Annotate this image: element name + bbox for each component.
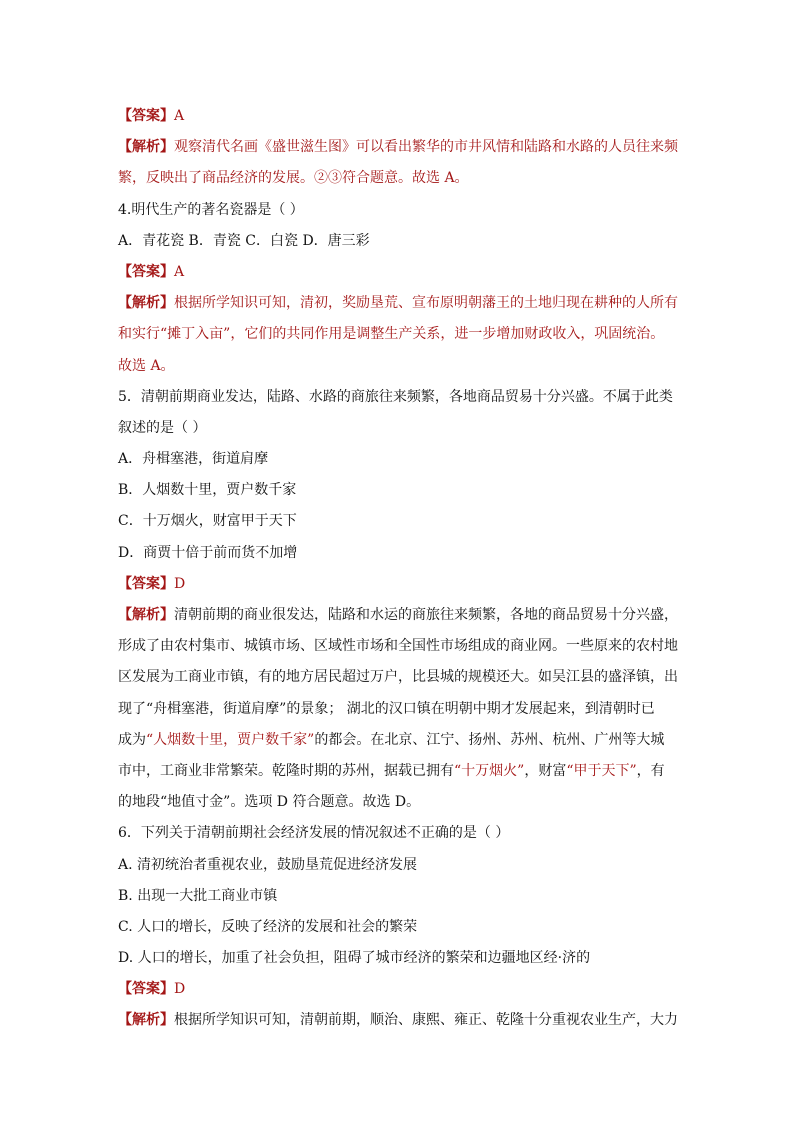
answer-tag: 【答案】: [118, 575, 174, 592]
analysis-text: 的都会。在北京、江宁、扬州、苏州、杭州、广州等大城: [314, 731, 665, 748]
q3-analysis-line: [118, 132, 688, 163]
q4-options: A．青花瓷 B．青瓷 C．白瓷 D．唐三彩: [118, 232, 370, 249]
quote-highlight: “十万烟火”: [454, 762, 525, 779]
q5-option-c: C．十万烟火，财富甲于天下: [118, 513, 297, 530]
q6-option-c: C. 人口的增长，反映了经济的发展和社会的繁荣: [118, 918, 418, 935]
q6-option-d: D. 人口的增长，加重了社会负担，阻碍了城市经济的繁荣和边疆地区经·济的: [118, 950, 591, 967]
q5-answer-line: [118, 569, 688, 600]
q5-analysis-line: 现了“舟楫塞港，街道肩摩”的景象； 湖北的汉口镇在明朝中期才发展起来，到清朝时已: [118, 700, 655, 717]
q5-option-d: D．商贾十倍于前而货不加增: [118, 544, 298, 561]
q5-analysis-line: 形成了由农村集市、城镇市场、区域性市场和全国性市场组成的商业网。一些原来的农村地: [118, 638, 678, 655]
answer-tag: 【答案】: [118, 108, 174, 124]
analysis-tag: 【解析】: [118, 295, 174, 312]
answer-value: A: [174, 263, 185, 280]
q4-analysis-line: [118, 288, 688, 319]
analysis-text: ，有: [636, 762, 665, 779]
analysis-tag: 【解析】: [118, 139, 174, 156]
answer-value: D: [174, 981, 186, 998]
answer-tag: 【答案】: [118, 981, 174, 998]
quote-highlight: “人烟数十里，贾户数千家”: [146, 731, 315, 748]
document-content: [118, 101, 688, 1037]
q5-analysis-line: 区发展为工商业市镇，有的地方居民超过万户，比县城的规模还大。如吴江县的盛泽镇，出: [118, 669, 678, 686]
q5-option-b: B．人烟数十里，贾户数千家: [118, 482, 297, 499]
analysis-text: 清朝前期的商业很发达，陆路和水运的商旅往来频繁，各地的商品贸易十分兴盛，: [174, 607, 678, 623]
analysis-text: 市中，工商业非常繁荣。乾隆时期的苏州，据载已拥有: [118, 762, 454, 779]
analysis-text: 根据所学知识可知，清初，奖励垦荒、宣布原明朝藩王的土地归现在耕种的人所有: [174, 295, 678, 312]
answer-value: A: [174, 108, 185, 124]
q4-analysis-line: 故选 A。: [118, 357, 175, 374]
quote-highlight: “甲于天下”: [566, 762, 637, 779]
q3-analysis-line: 繁，反映出了商品经济的发展。②③符合题意。故选 A。: [118, 170, 469, 187]
answer-tag: 【答案】: [118, 263, 174, 280]
answer-value: D: [174, 575, 186, 592]
q5-option-a: A．舟楫塞港，街道肩摩: [118, 451, 269, 468]
q6-option-a: A. 清初统治者重视农业，鼓励垦荒促进经济发展: [118, 856, 418, 873]
q3-answer-line: [118, 101, 688, 132]
q5-analysis-line: [118, 600, 688, 631]
q6-question: 6．下列关于清朝前期社会经济发展的情况叙述不正确的是（ ）: [118, 825, 510, 842]
q6-analysis-line: [118, 1005, 688, 1036]
analysis-tag: 【解析】: [118, 1012, 174, 1029]
q5-analysis-line: [118, 756, 688, 787]
q6-answer-line: [118, 974, 688, 1005]
q4-question: 4.明代生产的著名瓷器是（ ）: [118, 201, 304, 218]
q5-analysis-line: [118, 725, 688, 756]
analysis-text: 观察清代名画《盛世滋生图》可以看出繁华的市井风情和陆路和水路的人员往来频: [174, 139, 678, 156]
analysis-text: 根据所学知识可知，清朝前期，顺治、康熙、雍正、乾隆十分重视农业生产，大力: [174, 1012, 678, 1029]
q5-question: 叙述的是（ ）: [118, 419, 207, 436]
q5-analysis-line: 的地段“地值寸金”。选项 D 符合题意。故选 D。: [118, 794, 421, 811]
q4-analysis-line: 和实行“摊丁入亩”，它们的共同作用是调整生产关系，进一步增加财政收入，巩固统治。: [118, 326, 665, 343]
analysis-tag: 【解析】: [118, 607, 174, 623]
q5-question: 5．清朝前期商业发达，陆路、水路的商旅往来频繁，各地商品贸易十分兴盛。不属于此类: [118, 388, 673, 405]
analysis-text: ，财富: [524, 762, 567, 779]
q4-answer-line: [118, 257, 688, 288]
q6-option-b: B. 出现一大批工商业市镇: [118, 887, 278, 904]
analysis-text: 成为: [118, 731, 146, 748]
